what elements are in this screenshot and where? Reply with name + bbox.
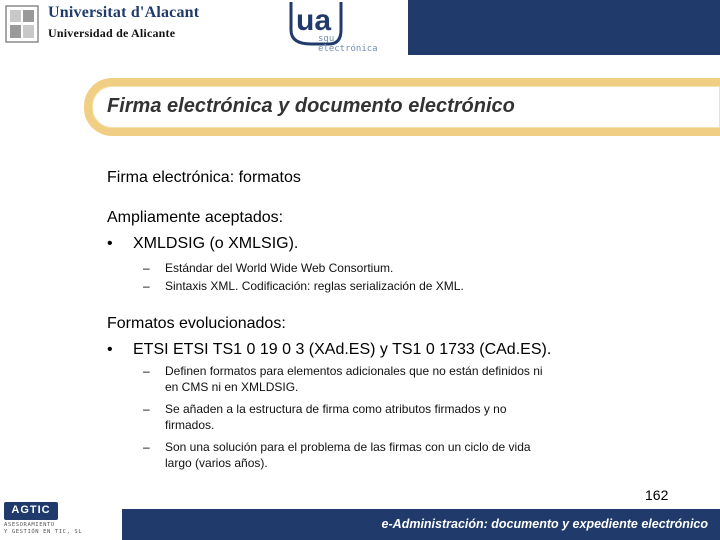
group2-subitem-line: en CMS ni en XMLDSIG. xyxy=(165,380,299,394)
group2-subitem-line: Se añaden a la estructura de firma como atributos firmados y no xyxy=(165,402,507,416)
university-name-spanish: Universidad de Alicante xyxy=(48,26,176,40)
bullet-symbol: • xyxy=(107,341,113,358)
group1-subitem: Estándar del World Wide Web Consortium. xyxy=(165,261,394,275)
course-title: e-Administración: documento y expediente electrónico xyxy=(381,517,708,531)
group2-subitem-line: largo (varios años). xyxy=(165,456,268,470)
dash-symbol: – xyxy=(143,402,150,416)
agtic-tagline xyxy=(4,522,114,536)
ua-subtitle-1: sgu xyxy=(318,34,335,44)
dash-symbol: – xyxy=(143,440,150,454)
group1-bullet: XMLDSIG (o XMLSIG). xyxy=(133,235,299,252)
agtic-logo xyxy=(4,502,58,520)
group2-bullet: ETSI ETSI TS1 0 19 0 3 (XAd.ES) y TS1 0 1733 (CAd.ES). xyxy=(133,341,552,358)
dash-symbol: – xyxy=(143,261,150,275)
agtic-logo-text: AGTIC xyxy=(11,504,51,516)
group2-subitem-line: Son una solución para el problema de las firmas con un ciclo de vida xyxy=(165,440,531,454)
ua-subtitle-2: electrónica xyxy=(318,44,378,54)
group2-subitem-line: firmados. xyxy=(165,418,215,432)
university-name-valencian: Universitat d'Alacant xyxy=(48,4,200,21)
slide-title: Firma electrónica y documento electrónico xyxy=(107,95,515,117)
page-number: 162 xyxy=(645,487,669,503)
group2-heading: Formatos evolucionados: xyxy=(107,315,286,332)
footer-bar xyxy=(122,509,720,540)
dash-symbol: – xyxy=(143,364,150,378)
university-header xyxy=(0,0,240,55)
section-heading: Firma electrónica: formatos xyxy=(107,169,301,186)
header-navy-bar xyxy=(408,0,720,55)
agtic-tagline-line-2: Y GESTIÓN EN TIC, SL xyxy=(4,529,83,535)
bullet-symbol: • xyxy=(107,235,113,252)
group1-heading: Ampliamente aceptados: xyxy=(107,209,284,226)
group1-subitem: Sintaxis XML. Codificación: reglas serialización de XML. xyxy=(165,279,464,293)
ua-logo-text: ua xyxy=(296,4,332,37)
group2-subitem-line: Definen formatos para elementos adicionales que no están definidos ni xyxy=(165,364,543,378)
university-crest-icon xyxy=(4,4,40,44)
agtic-tagline-line-1: ASESORAMIENTO xyxy=(4,522,55,528)
dash-symbol: – xyxy=(143,279,150,293)
